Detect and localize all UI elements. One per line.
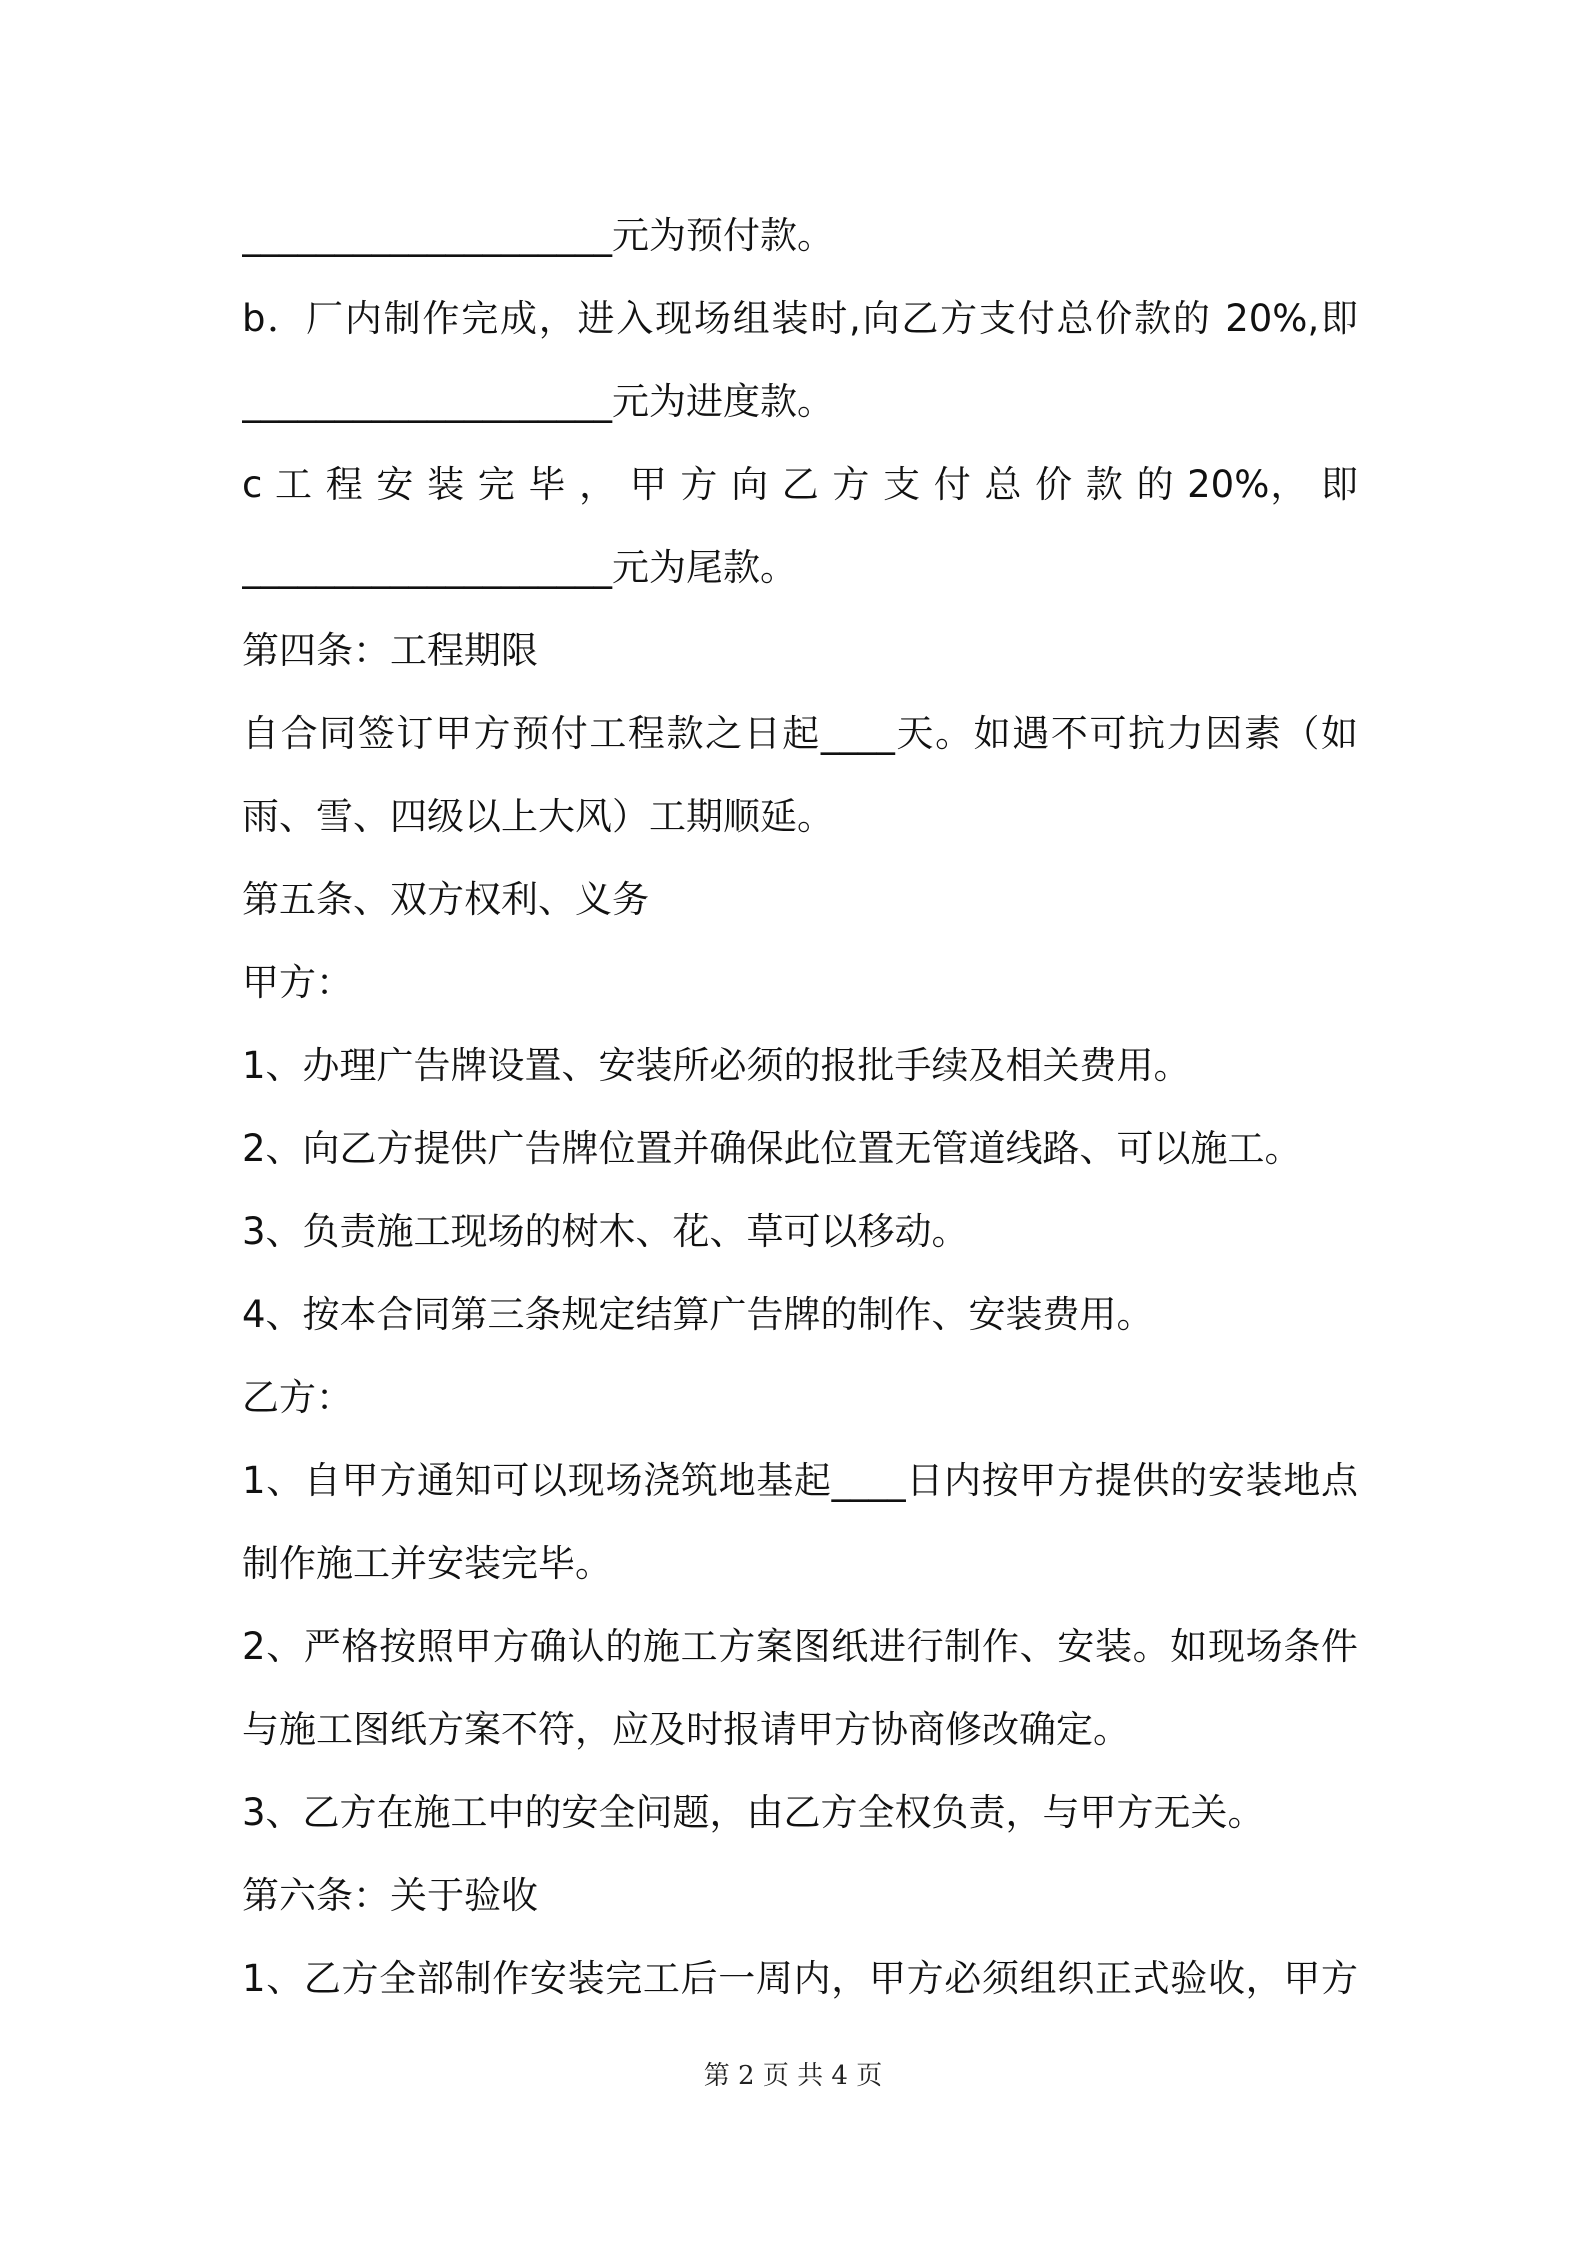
text-line-prepayment: ____________________元为预付款。: [242, 214, 834, 257]
text-line-clause-b: b．厂内制作完成，进入现场组装时,向乙方支付总价款的 20%,即: [242, 297, 1358, 340]
party-a-item-2: 2、向乙方提供广告牌位置并确保此位置无管道线路、可以施工。: [242, 1127, 1302, 1170]
text-line-duration: 自合同签订甲方预付工程款之日起____天。如遇不可抗力因素（如: [242, 712, 1358, 755]
acceptance-item-1: 1、乙方全部制作安装完工后一周内，甲方必须组织正式验收，甲方: [242, 1957, 1358, 2000]
text-line-progress-payment: ____________________元为进度款。: [242, 380, 834, 423]
article-5-heading: 第五条、双方权利、义务: [242, 878, 649, 921]
text-line-duration-cont: 雨、雪、四级以上大风）工期顺延。: [242, 795, 834, 838]
party-b-item-3: 3、乙方在施工中的安全问题，由乙方全权负责，与甲方无关。: [242, 1791, 1265, 1834]
party-a-item-1: 1、办理广告牌设置、安装所必须的报批手续及相关费用。: [242, 1044, 1191, 1087]
text-line-final-payment: ____________________元为尾款。: [242, 546, 797, 589]
party-a-heading: 甲方：: [242, 961, 353, 1004]
party-b-item-2: 2、严格按照甲方确认的施工方案图纸进行制作、安装。如现场条件: [242, 1625, 1358, 1668]
document-body: [242, 194, 1358, 2020]
article-6-heading: 第六条：关于验收: [242, 1874, 538, 1917]
party-b-item-2-cont: 与施工图纸方案不符，应及时报请甲方协商修改确定。: [242, 1708, 1130, 1751]
article-4-heading: 第四条：工程期限: [242, 629, 538, 672]
party-a-item-4: 4、按本合同第三条规定结算广告牌的制作、安装费用。: [242, 1293, 1154, 1336]
party-b-item-1-cont: 制作施工并安装完毕。: [242, 1542, 612, 1585]
party-b-heading: 乙方：: [242, 1376, 353, 1419]
text-line-clause-c: c 工 程 安 装 完 毕 ， 甲 方 向 乙 方 支 付 总 价 款 的 20%， 即: [242, 463, 1358, 506]
party-b-item-1: 1、自甲方通知可以现场浇筑地基起____日内按甲方提供的安装地点: [242, 1459, 1358, 1502]
party-a-item-3: 3、负责施工现场的树木、花、草可以移动。: [242, 1210, 969, 1253]
page-number-footer: 第 2 页 共 4 页: [703, 2061, 883, 2091]
